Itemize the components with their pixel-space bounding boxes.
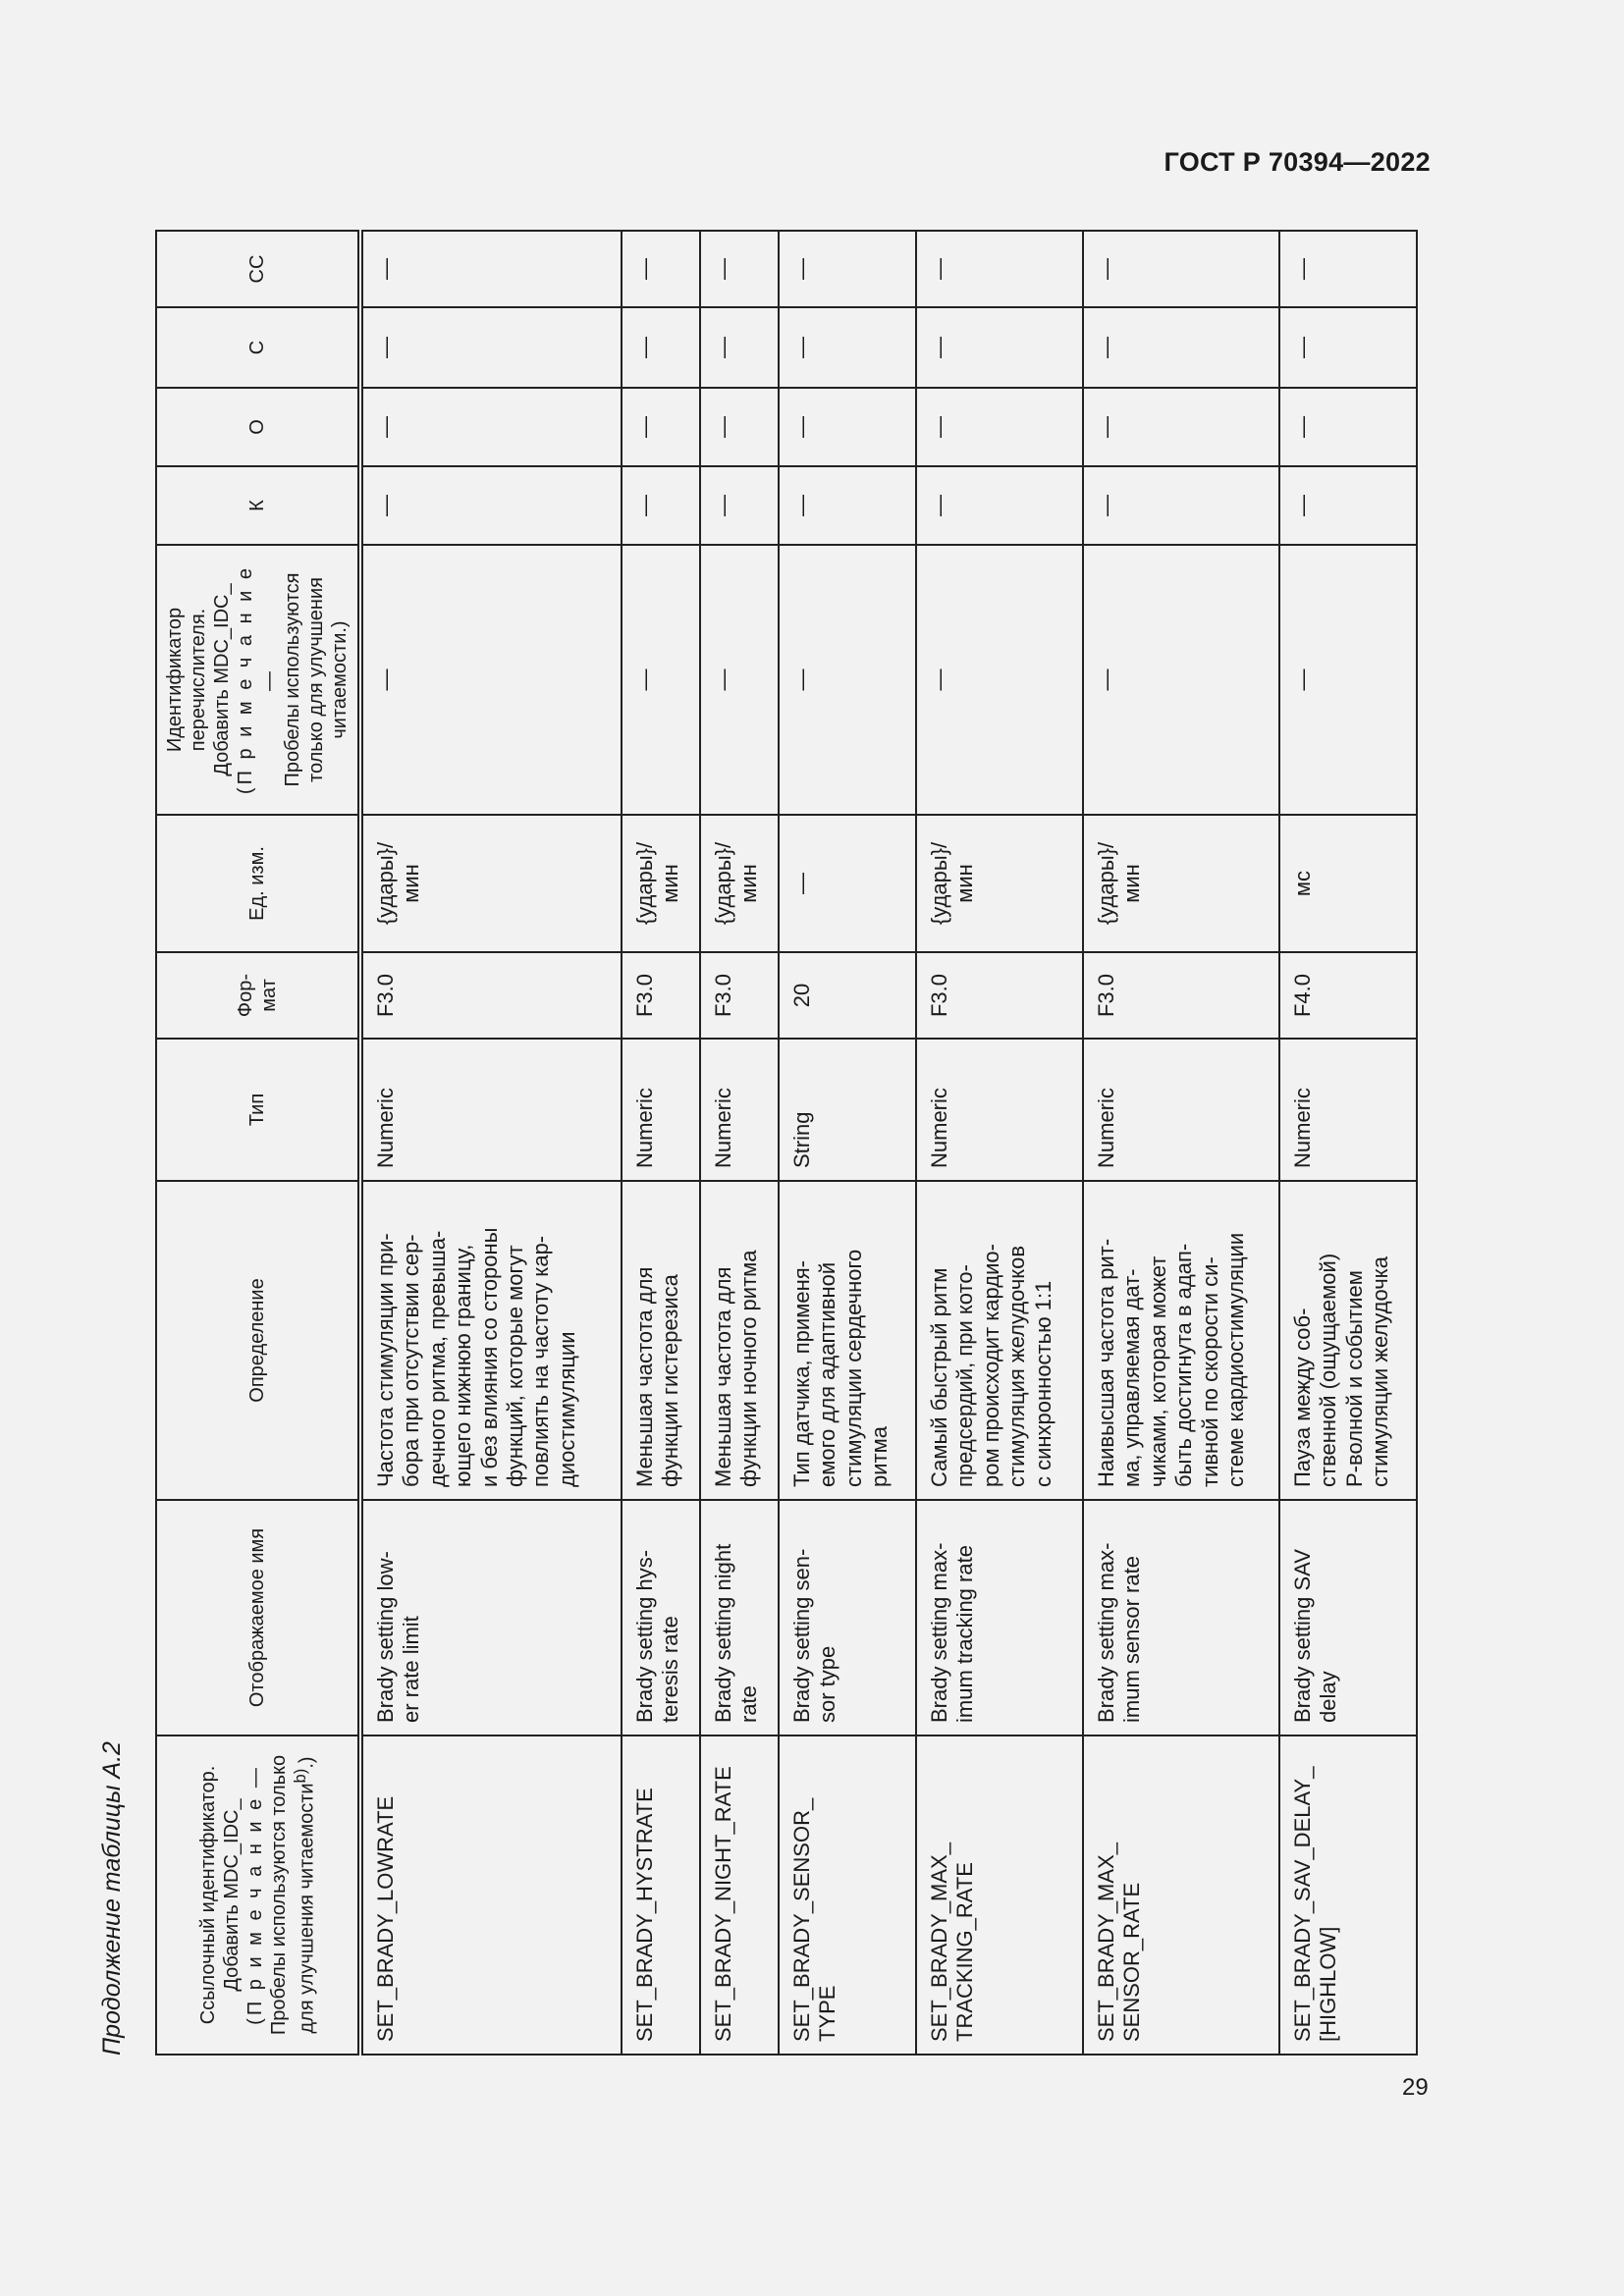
enum-id-cell: —: [622, 545, 700, 815]
k-cell: —: [779, 466, 916, 545]
header-definition: Определение: [156, 1181, 360, 1500]
ref-id-cell: SET_BRADY_HYSTRATE: [622, 1735, 700, 2055]
definition-cell: Тип датчика, применя- емого для адаптивной стимуляции сердечного ритма: [779, 1181, 916, 1500]
format-cell: F3.0: [1083, 952, 1279, 1039]
header-o: О: [156, 388, 360, 466]
type-cell: Numeric: [1279, 1039, 1417, 1181]
table-row: [622, 231, 700, 2055]
definition-cell: Частота стимуляции при- бора при отсутствии сер- дечного ритма, превыша- ющего нижнюю границу, и без влияния со стороны функций, которые могут повлиять на частоту кар- диостимуляции: [360, 1181, 622, 1500]
enum-id-cell: —: [916, 545, 1083, 815]
table-body: [360, 231, 1417, 2055]
type-cell: Numeric: [916, 1039, 1083, 1181]
k-cell: —: [1083, 466, 1279, 545]
definition-cell: Наивысшая частота рит- ма, управляемая дат- чиками, которая может быть достигнута в адап- тивной по скорости си- стеме кардиостимуляции: [1083, 1181, 1279, 1500]
unit-cell: {удары}/ мин: [360, 815, 622, 952]
display-name-cell: Brady setting night rate: [700, 1500, 779, 1735]
table-row: [1083, 231, 1279, 2055]
display-name-cell: Brady setting SAV delay: [1279, 1500, 1417, 1735]
format-cell: F3.0: [622, 952, 700, 1039]
enum-id-cell: —: [700, 545, 779, 815]
o-cell: —: [779, 388, 916, 466]
header-display-name: Отображаемое имя: [156, 1500, 360, 1735]
type-cell: Numeric: [700, 1039, 779, 1181]
cc-cell: —: [779, 231, 916, 307]
type-cell: Numeric: [1083, 1039, 1279, 1181]
header-format: Фор- мат: [156, 952, 360, 1039]
c-cell: —: [622, 307, 700, 388]
format-cell: F3.0: [916, 952, 1083, 1039]
c-cell: —: [360, 307, 622, 388]
ref-id-cell: SET_BRADY_NIGHT_RATE: [700, 1735, 779, 2055]
cc-cell: —: [700, 231, 779, 307]
display-name-cell: Brady setting sen- sor type: [779, 1500, 916, 1735]
parameters-table: [155, 230, 1418, 2056]
k-cell: —: [1279, 466, 1417, 545]
ref-id-cell: SET_BRADY_SENSOR_ TYPE: [779, 1735, 916, 2055]
ref-id-cell: SET_BRADY_LOWRATE: [360, 1735, 622, 2055]
c-cell: —: [779, 307, 916, 388]
unit-cell: мс: [1279, 815, 1417, 952]
cc-cell: —: [1279, 231, 1417, 307]
table-header-row: [156, 231, 360, 2055]
type-cell: Numeric: [360, 1039, 622, 1181]
ref-id-cell: SET_BRADY_MAX_ SENSOR_RATE: [1083, 1735, 1279, 2055]
ref-id-cell: SET_BRADY_MAX_ TRACKING_RATE: [916, 1735, 1083, 2055]
header-k: К: [156, 466, 360, 545]
cc-cell: —: [360, 231, 622, 307]
cc-cell: —: [916, 231, 1083, 307]
cc-cell: —: [622, 231, 700, 307]
unit-cell: {удары}/ мин: [622, 815, 700, 952]
unit-cell: —: [779, 815, 916, 952]
enum-id-cell: —: [1083, 545, 1279, 815]
header-c: С: [156, 307, 360, 388]
header-ref-id: Ссылочный идентификатор. Добавить MDC_IDC_ (П р и м е ч а н и е — Пробелы используются только для улучшения читаемости$^{b)}$.): [156, 1735, 360, 2055]
k-cell: —: [700, 466, 779, 545]
table-row: [779, 231, 916, 2055]
enum-id-cell: —: [360, 545, 622, 815]
table-row: [700, 231, 779, 2055]
format-cell: F4.0: [1279, 952, 1417, 1039]
cc-cell: —: [1083, 231, 1279, 307]
table-row: [360, 231, 622, 2055]
o-cell: —: [360, 388, 622, 466]
page-number: 29: [1402, 2074, 1429, 2101]
type-cell: Numeric: [622, 1039, 700, 1181]
unit-cell: {удары}/ мин: [916, 815, 1083, 952]
c-cell: —: [916, 307, 1083, 388]
o-cell: —: [700, 388, 779, 466]
display-name-cell: Brady setting hys- teresis rate: [622, 1500, 700, 1735]
header-unit: Ед. изм.: [156, 815, 360, 952]
table-row: [1279, 231, 1417, 2055]
c-cell: —: [700, 307, 779, 388]
display-name-cell: Brady setting low- er rate limit: [360, 1500, 622, 1735]
header-cc: СС: [156, 231, 360, 307]
o-cell: —: [622, 388, 700, 466]
o-cell: —: [1083, 388, 1279, 466]
enum-id-cell: —: [1279, 545, 1417, 815]
display-name-cell: Brady setting max- imum tracking rate: [916, 1500, 1083, 1735]
definition-cell: Меньшая частота для функции гистерезиса: [622, 1181, 700, 1500]
header-enum-id: Идентификатор перечислителя. Добавить MDC_IDC_ (П р и м е ч а н и е — Пробелы используются только для улучшения читаемости.): [156, 545, 360, 815]
definition-cell: Пауза между соб- ственной (ощущаемой) P-волной и событием стимуляции желудочка: [1279, 1181, 1417, 1500]
display-name-cell: Brady setting max- imum sensor rate: [1083, 1500, 1279, 1735]
c-cell: —: [1083, 307, 1279, 388]
type-cell: String: [779, 1039, 916, 1181]
definition-cell: Самый быстрый ритм предсердий, при кото- ром происходит кардио- стимуляция желудочков с синхронностью 1:1: [916, 1181, 1083, 1500]
ref-id-cell: SET_BRADY_SAV_DELAY_ [HIGHLOW]: [1279, 1735, 1417, 2055]
definition-cell: Меньшая частота для функции ночного ритма: [700, 1181, 779, 1500]
table-continuation-label: Продолжение таблицы А.2: [98, 1741, 126, 2056]
k-cell: —: [622, 466, 700, 545]
o-cell: —: [916, 388, 1083, 466]
c-cell: —: [1279, 307, 1417, 388]
unit-cell: {удары}/ мин: [1083, 815, 1279, 952]
unit-cell: {удары}/ мин: [700, 815, 779, 952]
k-cell: —: [360, 466, 622, 545]
o-cell: —: [1279, 388, 1417, 466]
format-cell: F3.0: [700, 952, 779, 1039]
format-cell: 20: [779, 952, 916, 1039]
enum-id-cell: —: [779, 545, 916, 815]
k-cell: —: [916, 466, 1083, 545]
header-type: Тип: [156, 1039, 360, 1181]
format-cell: F3.0: [360, 952, 622, 1039]
document-header: ГОСТ Р 70394—2022: [1164, 147, 1431, 177]
rotated-table-block: [98, 232, 1402, 2056]
table-row: [916, 231, 1083, 2055]
